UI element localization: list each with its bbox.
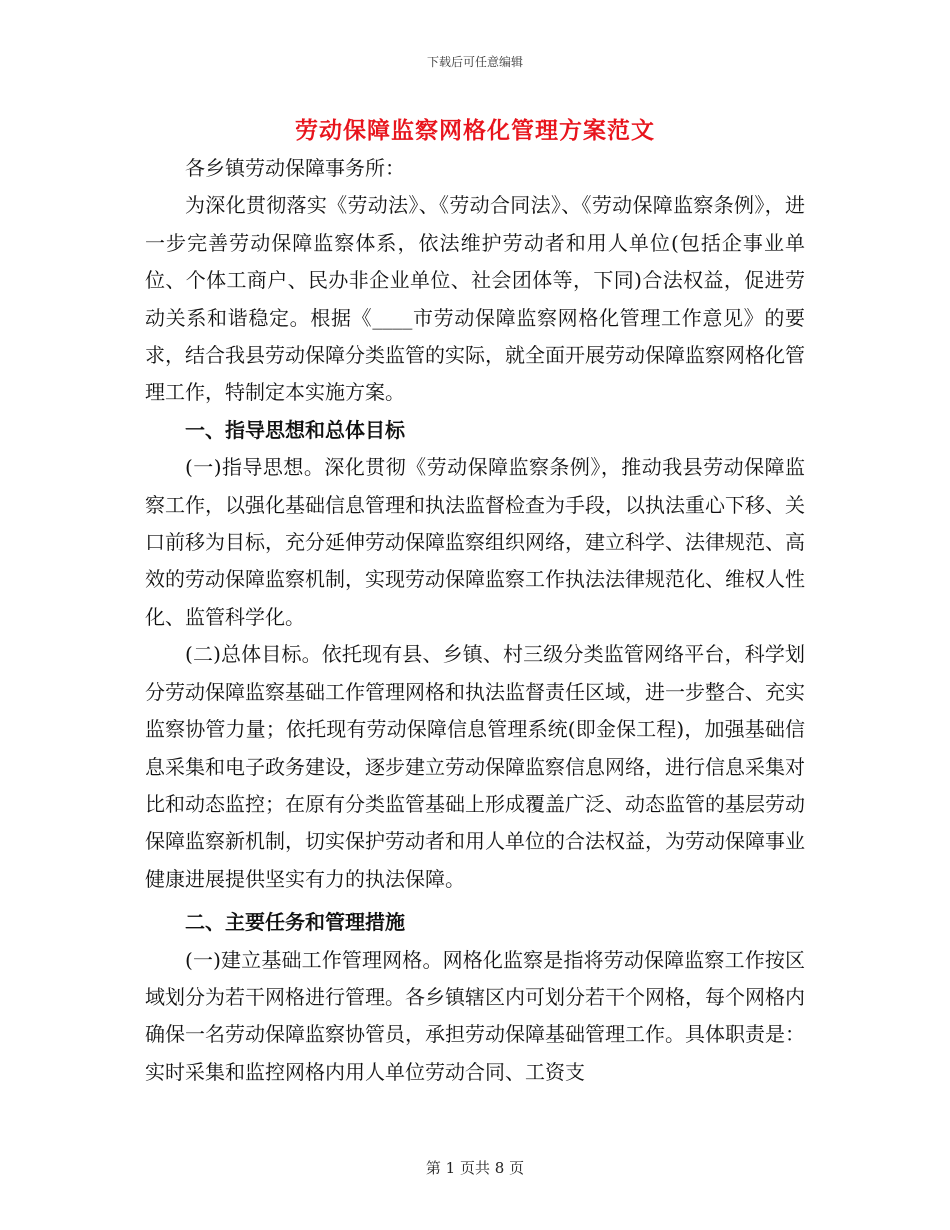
- page-header: 下载后可任意编辑: [426, 55, 523, 69]
- paragraph-guiding-ideology: (一)指导思想。深化贯彻《劳动保障监察条例》，推动我县劳动保障监察工作，以强化基础信息管理和执法监督检查为手段，以执法重心下移、关口前移为目标，充分延伸劳动保障监察组织网络，建立科学、法律规范、高效的劳动保障监察机制，实现劳动保障监察工作执法法律规范化、维权人性化、监管科学化。: [145, 455, 805, 629]
- intro-paragraph: 为深化贯彻落实《劳动法》、《劳动合同法》、《劳动保障监察条例》，进一步完善劳动保障监察体系，依法维护劳动者和用人单位(包括企事业单位、个体工商户、民办非企业单位、社会团体等，下同)合法权益，促进劳动关系和谐稳定。根据《____市劳动保障监察网格化管理工作意见》的要求，结合我县劳动保障分类监管的实际，就全面开展劳动保障监察网格化管理工作，特制定本实施方案。: [145, 193, 805, 405]
- document-title: 劳动保障监察网格化管理方案范文: [295, 117, 655, 144]
- page-number: 第 1 页共 8 页: [425, 1159, 525, 1177]
- document-body: [145, 150, 805, 1091]
- salutation: 各乡镇劳动保障事务所：: [185, 156, 405, 180]
- paragraph-grid-management: (一)建立基础工作管理网格。网格化监察是指将劳动保障监察工作按区域划分为若干网格进行管理。各乡镇辖区内可划分若干个网格，每个网格内确保一名劳动保障监察协管员，承担劳动保障基础管理工作。具体职责是：实时采集和监控网格内用人单位劳动合同、工资支: [145, 947, 805, 1084]
- section-heading-2: 二、主要任务和管理措施: [185, 910, 405, 935]
- section-heading-1: 一、指导思想和总体目标: [185, 417, 405, 442]
- paragraph-overall-goal: (二)总体目标。依托现有县、乡镇、村三级分类监管网络平台，科学划分劳动保障监察基础工作管理网格和执法监督责任区域，进一步整合、充实监察协管力量；依托现有劳动保障信息管理系统(即金保工程)，加强基础信息采集和电子政务建设，逐步建立劳动保障监察信息网络，进行信息采集对比和动态监控；在原有分类监管基础上形成覆盖广泛、动态监管的基层劳动保障监察新机制，切实保护劳动者和用人单位的合法权益，为劳动保障事业健康进展提供坚实有力的执法保障。: [145, 642, 805, 891]
